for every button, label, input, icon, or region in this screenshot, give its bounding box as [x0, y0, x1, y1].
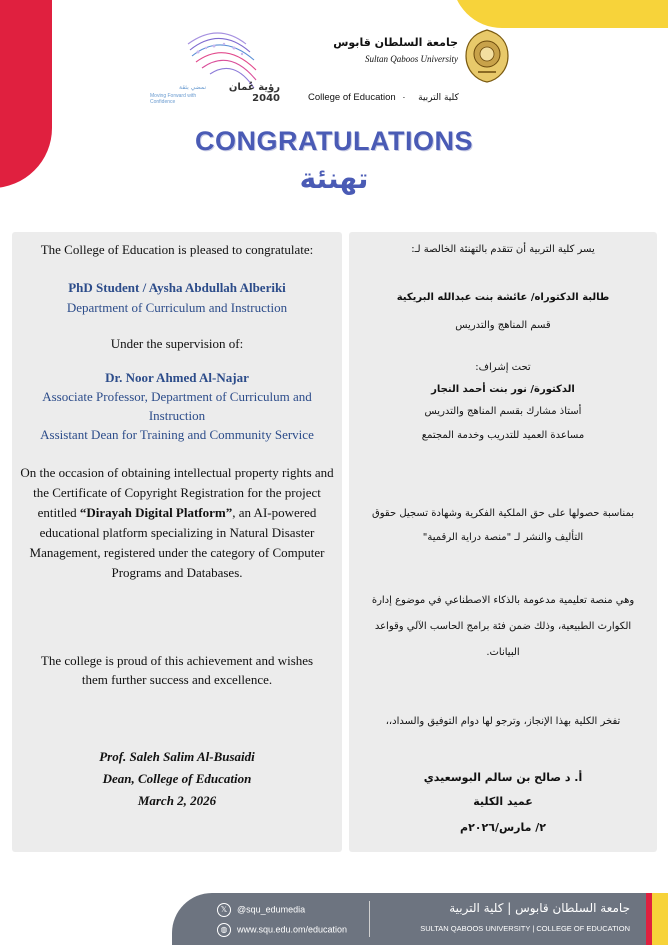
social-handle[interactable]: @squ_edumedia [237, 904, 306, 915]
occasion-part-1: On the occasion of obtaining intellectual property rights and the Certificate of Copyright Registration for the project entitled [20, 465, 334, 520]
college-line: College of Education · كلية التربية [308, 92, 459, 103]
platform-text-ar: وهي منصة تعليمية مدعومة بالذكاء الاصطناعي في موضوع إدارة الكوارث الطبيعية، وذلك ضمن فئة برامج الحاسب الآلي وقواعد البيانات. [371, 595, 635, 658]
globe-icon: ◍ [217, 923, 231, 937]
arabic-panel [349, 232, 657, 852]
congratulations-title-ar: تهنئة [299, 162, 369, 195]
english-panel [12, 232, 342, 852]
college-name-ar: كلية التربية [418, 93, 459, 103]
proud-text: The college is proud of this achievement and wishes them further success and excellence. [40, 653, 314, 687]
signer-title: Dean, College of Education [102, 771, 252, 786]
signature-date-ar: ٢/ مارس/٢٠٢٦م [460, 821, 546, 834]
intro-text-ar: يسر كلية التربية أن تتقدم بالتهنئة الخالصة لـ: [411, 244, 595, 255]
supervisor-role-1: Associate Professor, Department of Curriculum and Instruction [42, 389, 312, 423]
student-name: PhD Student / Aysha Abdullah Alberiki [68, 280, 286, 295]
supervision-label: Under the supervision of: [110, 336, 244, 351]
supervision-label-ar: تحت إشراف: [475, 362, 531, 373]
occasion-part-2: , an AI-powered educational platform specializing in Natural Disaster Management, registered under the category of Computer Programs and Databases. [29, 505, 325, 580]
website-link[interactable]: www.squ.edu.om/education [237, 924, 348, 935]
student-name-ar: طالبة الدكتوراه/ عائشة بنت عبدالله البريكية [396, 292, 610, 303]
footer-social [217, 903, 305, 917]
signer-title-ar: عميد الكلية [473, 795, 533, 808]
student-department-ar: قسم المناهج والتدريس [455, 320, 551, 331]
vision-logo-text: رؤية عُمان 2040 [228, 82, 280, 104]
footer-bar [172, 893, 668, 945]
college-name-en: College of Education [308, 92, 396, 103]
project-name: “Dirayah Digital Platform” [79, 505, 233, 520]
footer-divider [369, 901, 370, 937]
congratulations-title: CONGRATULATIONS [195, 126, 473, 156]
vision-tagline-en: Moving Forward with Confidence [150, 93, 197, 105]
occasion-text [20, 463, 334, 583]
squ-crest-icon [464, 28, 510, 84]
x-social-icon: 𝕏 [217, 903, 231, 917]
vision-tagline-ar: نمضي بثقة [179, 84, 206, 91]
footer-name-ar: جامعة السلطان قابوس | كلية التربية [449, 901, 630, 915]
supervisor-role-1-ar: أستاذ مشارك بقسم المناهج والتدريس [424, 406, 582, 417]
student-department: Department of Curriculum and Instruction [66, 300, 288, 315]
signer-name: Prof. Saleh Salim Al-Busaidi [99, 749, 255, 764]
signature-date: March 2, 2026 [137, 793, 217, 808]
occasion-text-ar: بمناسبة حصولها على حق الملكية الفكرية وشهادة تسجيل حقوق التأليف والنشر لـ "منصة دراية الرقمية" [371, 508, 635, 543]
squ-logo-block [300, 28, 510, 118]
intro-text: The College of Education is pleased to congratulate: [40, 242, 314, 257]
supervisor-name-ar: الدكتورة/ نور بنت أحمد النجار [431, 384, 575, 395]
header [0, 22, 668, 110]
signer-name-ar: أ. د صالح بن سالم البوسعيدي [423, 771, 583, 784]
footer-yellow-stripe [652, 893, 668, 945]
squ-name-ar: جامعة السلطان قابوس [333, 36, 458, 49]
supervisor-role-2: Assistant Dean for Training and Community Service [40, 427, 314, 442]
oman-vision-2040-logo [150, 30, 280, 110]
footer-name-en: SULTAN QABOOS UNIVERSITY | COLLEGE OF EDUCATION [420, 924, 630, 933]
supervisor-role-2-ar: مساعدة العميد للتدريب وخدمة المجتمع [421, 430, 585, 441]
squ-name-en: Sultan Qaboos University [365, 54, 458, 64]
supervisor-name: Dr. Noor Ahmed Al-Najar [105, 370, 249, 385]
proud-text-ar: تفخر الكلية بهذا الإنجاز، وترجو لها دوام التوفيق والسداد،، [385, 716, 621, 727]
footer-website [217, 923, 347, 937]
